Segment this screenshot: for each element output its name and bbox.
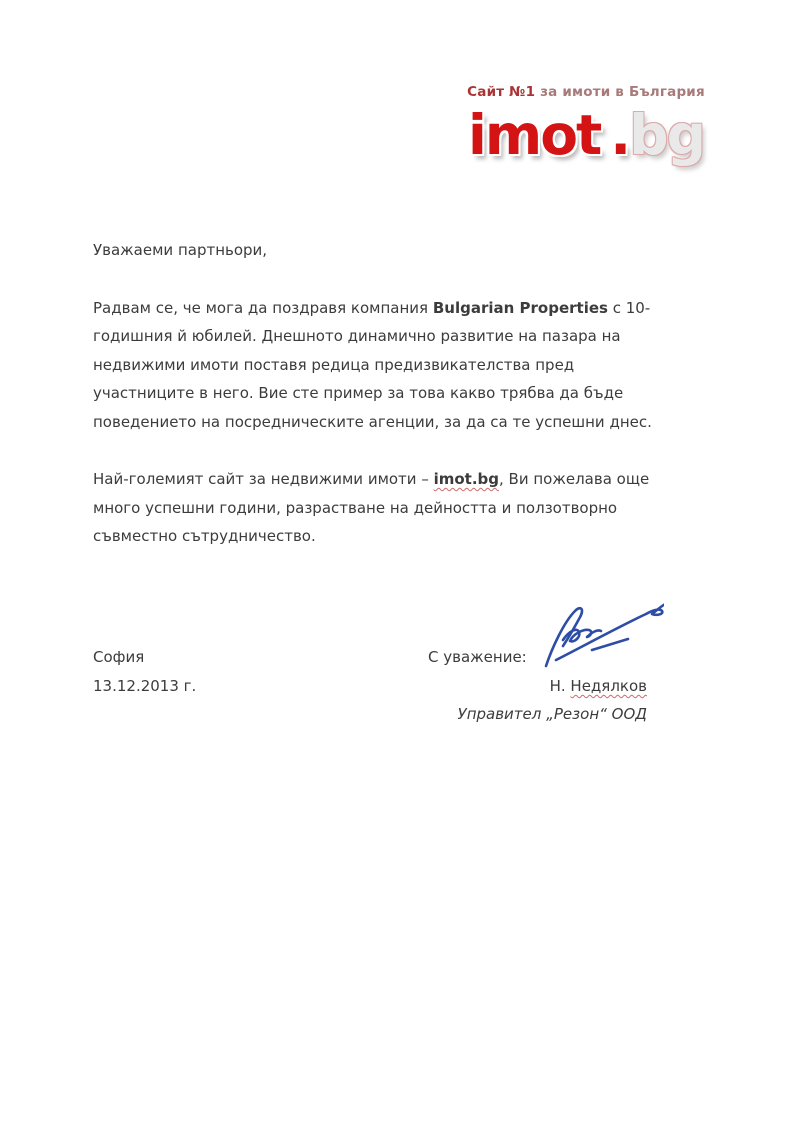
p2-l1-text-post: , Ви пожелава още — [499, 470, 650, 488]
p1-l1-text-post: с 10- — [607, 298, 651, 317]
signer-surname: Недялков — [570, 677, 647, 695]
paragraph-2-line-1 — [93, 465, 753, 494]
p1-l1-text-pre: Радвам се, че мога да поздравя компания — [93, 298, 433, 317]
city: София — [93, 648, 145, 666]
paragraph-2-line-3: съвместно сътрудничество. — [93, 527, 316, 545]
logo-wordmark — [460, 103, 712, 167]
imot-bg-logo-block — [460, 84, 712, 167]
logo-dot: . — [610, 103, 630, 167]
logo-imot-text: imot — [468, 103, 601, 167]
paragraph-1 — [93, 294, 753, 437]
salutation: Уважаеми партньори, — [93, 241, 268, 259]
signer-name — [430, 676, 647, 696]
paragraph-2 — [93, 465, 753, 551]
paragraph-1-line-4: участниците в него. Вие сте пример за това какво трябва да бъде — [93, 384, 624, 402]
company-name-bold: Bulgarian Properties — [432, 298, 608, 317]
paragraph-1-line-1 — [93, 294, 753, 323]
signature-image — [534, 599, 664, 671]
paragraph-2-line-2: много успешни години, разрастване на дейността и ползотворно — [93, 498, 618, 517]
signature-strokes — [546, 603, 664, 666]
signer-title: Управител „Резон“ ООД — [457, 705, 647, 723]
logo-tagline — [460, 84, 712, 100]
date: 13.12.2013 г. — [93, 677, 197, 695]
paragraph-1-line-2: годишния й юбилей. Днешното динамично развитие на пазара на — [93, 327, 621, 345]
tagline-site-no1: Сайт №1 — [467, 84, 536, 100]
paragraph-1-line-3: недвижими имоти поставя редица предизвикателства пред — [93, 355, 575, 374]
tagline-rest: за имоти в България — [535, 84, 705, 100]
letter-body — [93, 236, 753, 580]
p2-l1-text-pre: Най-големият сайт за недвижими имоти – — [93, 470, 434, 488]
imot-bg-mention: imot.bg — [433, 470, 500, 488]
paragraph-1-line-5: поведението на посредническите агенции, за да са те успешни днес. — [93, 412, 652, 431]
regards-label: С уважение: — [428, 648, 527, 666]
signer-initial: Н. — [549, 677, 571, 695]
logo-bg-text: bg — [629, 103, 704, 167]
